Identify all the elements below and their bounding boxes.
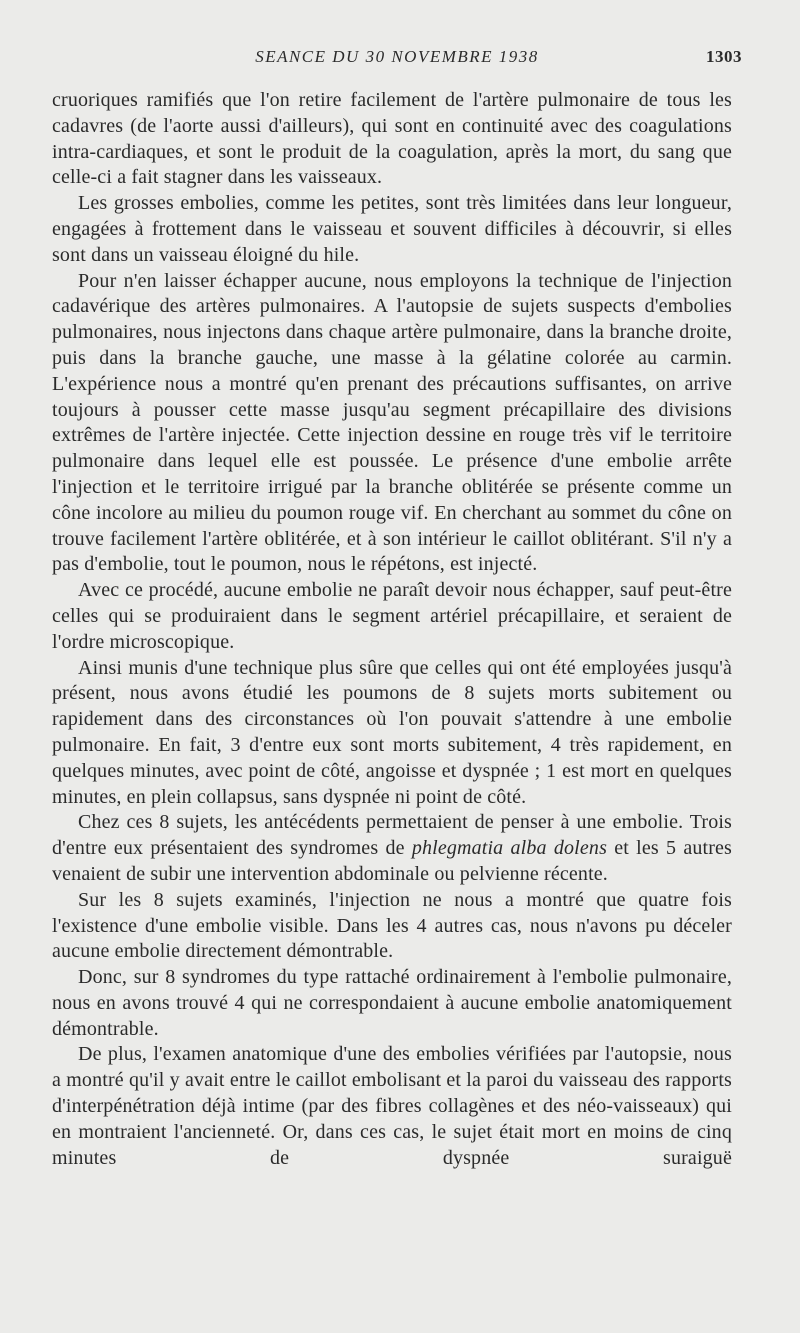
paragraph-9: De plus, l'examen anatomique d'une des embolies vérifiées par l'autopsie, nous a montré qu'il y avait entre le caillot embolisant et la paroi du vaisseau des rapports d'interpénétration déjà intime (par des fibres collagènes et des néo-vaisseaux) qui en montraient l'ancienneté. Or, dans ces cas, le sujet était mort en moins de cinq minutes de dyspnée suraiguë xyxy=(52,1043,732,1169)
paragraph-6-italic-term: phlegmatia alba dolens xyxy=(411,837,607,860)
paragraph-5: Ainsi munis d'une technique plus sûre que celles qui ont été employées jusqu'à présent, nous avons étudié les poumons de 8 sujets morts subitement ou rapidement dans des circonstances où l'on pouvait s'attendre à une embolie pulmonaire. En fait, 3 d'entre eux sont morts subitement, 4 très rapidement, en quelques minutes, avec point de côté, angoisse et dyspnée ; 1 est mort en quelques minutes, en plein collapsus, sans dyspnée ni point de côté. xyxy=(52,656,732,808)
paragraph-7: Sur les 8 sujets examinés, l'injection ne nous a montré que quatre fois l'existence d'une embolie visible. Dans les 4 autres cas, nous n'avons pu déceler aucune embolie directement démontrable. xyxy=(52,888,732,963)
paragraph-6-after: et les 5 autres venaient de subir une intervention abdominale ou pelvienne récente. xyxy=(52,837,732,885)
body-text xyxy=(52,88,732,1171)
paragraph-2: Les grosses embolies, comme les petites, sont très limitées dans leur longueur, engagées à frottement dans le vaisseau et souvent difficiles à découvrir, si elles sont dans un vaisseau éloigné du hile. xyxy=(52,192,732,266)
running-title: SEANCE DU 30 NOVEMBRE 1938 xyxy=(255,47,539,66)
paragraph-8: Donc, sur 8 syndromes du type rattaché ordinairement à l'embolie pulmonaire, nous en avons trouvé 4 qui ne correspondaient à aucune embolie anatomiquement démontrable. xyxy=(52,966,732,1040)
paragraph-4: Avec ce procédé, aucune embolie ne paraît devoir nous échapper, sauf peut-être celles qui se produiraient dans le segment artériel précapillaire, et seraient de l'ordre microscopique. xyxy=(52,579,732,653)
paragraph-3: Pour n'en laisser échapper aucune, nous employons la technique de l'injection cadavérique des artères pulmonaires. A l'autopsie de sujets suspects d'embolies pulmonaires, nous injectons dans chaque artère pulmonaire, dans la branche droite, puis dans la branche gauche, une masse à la gélatine colorée au carmin. L'expérience nous a montré qu'en prenant des précautions suffisantes, on arrive toujours à pousser cette masse jusqu'au segment précapillaire des divisions extrêmes de l'artère injectée. Cette injection dessine en rouge très vif le territoire pulmonaire dans lequel elle est poussée. Le présence d'une embolie arrête l'injection et le territoire irrigué par la branche oblitérée se présente comme un cône incolore au milieu du poumon rouge vif. En cherchant au sommet du cône on trouve facilement l'artère oblitérée, et à son intérieur le caillot oblitérant. S'il n'y a pas d'embolie, tout le poumon, nous le répétons, est injecté. xyxy=(52,269,732,576)
paragraph-6-before: Chez ces 8 sujets, les antécédents permettaient de penser à une embolie. Trois d'entre eux présentaient des syndromes de xyxy=(52,811,732,860)
paragraph-1: cruoriques ramifiés que l'on retire facilement de l'artère pulmonaire de tous les cadavres (de l'aorte aussi d'ailleurs), qui sont en continuité avec des coagulations intra-cardiaques, et sont le produit de la coagulation, après la mort, du sang que celle-ci a fait stagner dans les vaisseaux. xyxy=(52,89,732,189)
paragraph-6 xyxy=(52,810,732,887)
running-head xyxy=(52,47,742,71)
page-number: 1303 xyxy=(706,47,742,66)
